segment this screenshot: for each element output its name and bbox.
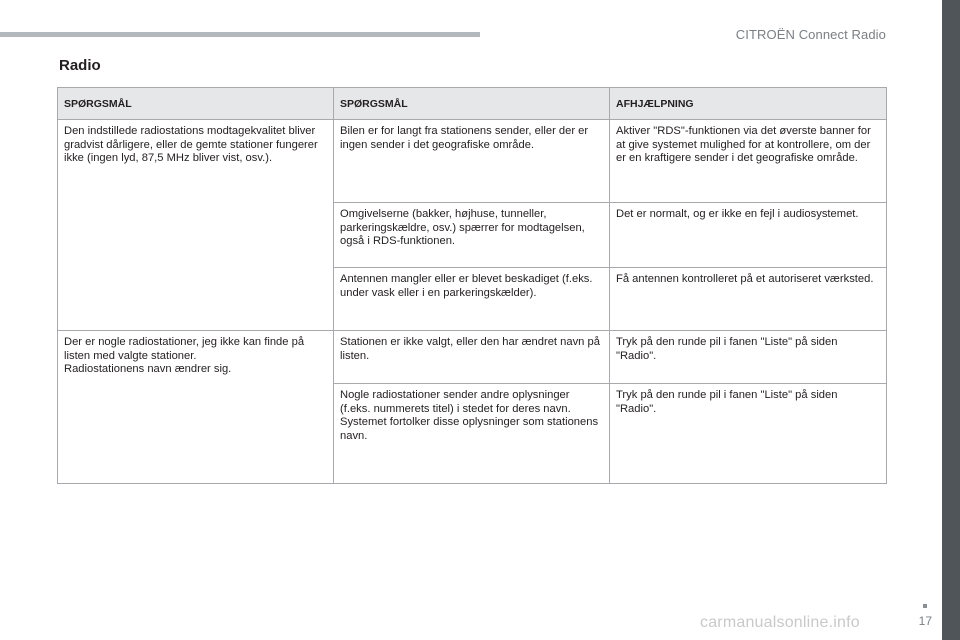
table-header-row (58, 88, 887, 120)
watermark: carmanualsonline.info (700, 614, 860, 631)
header-rule (0, 32, 480, 37)
header-brand: CITROËN Connect Radio (735, 27, 886, 42)
solution-cell: Det er normalt, og er ikke en fejl i audiosystemet. (610, 203, 887, 268)
question-cell: Den indstillede radiostations modtagekvalitet bliver gradvist dårligere, eller de gemte stationer fungerer ikke (ingen lyd, 87,5 MHz bliver vist, osv.). (58, 120, 334, 331)
solution-cell: Få antennen kontrolleret på et autoriseret værksted. (610, 268, 887, 331)
column-header-question: SPØRGSMÅL (58, 88, 334, 120)
question-cell: Der er nogle radiostationer, jeg ikke kan finde på listen med valgte stationer. Radiostationens navn ændrer sig. (58, 331, 334, 484)
cause-cell: Bilen er for langt fra stationens sender, eller der er ingen sender i det geografiske område. (334, 120, 610, 203)
column-header-solution: AFHJÆLPNING (610, 88, 887, 120)
solution-cell: Tryk på den runde pil i fanen "Liste" på siden "Radio". (610, 331, 887, 384)
cause-cell: Antennen mangler eller er blevet beskadiget (f.eks. under vask eller i en parkeringskælder). (334, 268, 610, 331)
table-row (58, 331, 887, 384)
faq-table (57, 87, 887, 484)
page-number: 17 (918, 614, 932, 628)
solution-cell: Tryk på den runde pil i fanen "Liste" på siden "Radio". (610, 384, 887, 484)
table-row (58, 120, 887, 203)
column-header-cause: SPØRGSMÅL (334, 88, 610, 120)
cause-cell: Stationen er ikke valgt, eller den har ændret navn på listen. (334, 331, 610, 384)
cause-cell: Omgivelserne (bakker, højhuse, tunneller, parkeringskældre, osv.) spærrer for modtagelsen, også i RDS-funktionen. (334, 203, 610, 268)
cause-cell: Nogle radiostationer sender andre oplysninger (f.eks. nummerets titel) i stedet for deres navn. Systemet fortolker disse oplysninger som stationens navn. (334, 384, 610, 484)
side-tab (942, 0, 960, 640)
section-title: Radio (59, 57, 101, 74)
solution-cell: Aktiver "RDS"-funktionen via det øverste banner for at give systemet mulighed for at kontrollere, om der er en kraftigere sender i det geografiske område. (610, 120, 887, 203)
page-marker-dot (923, 604, 927, 608)
